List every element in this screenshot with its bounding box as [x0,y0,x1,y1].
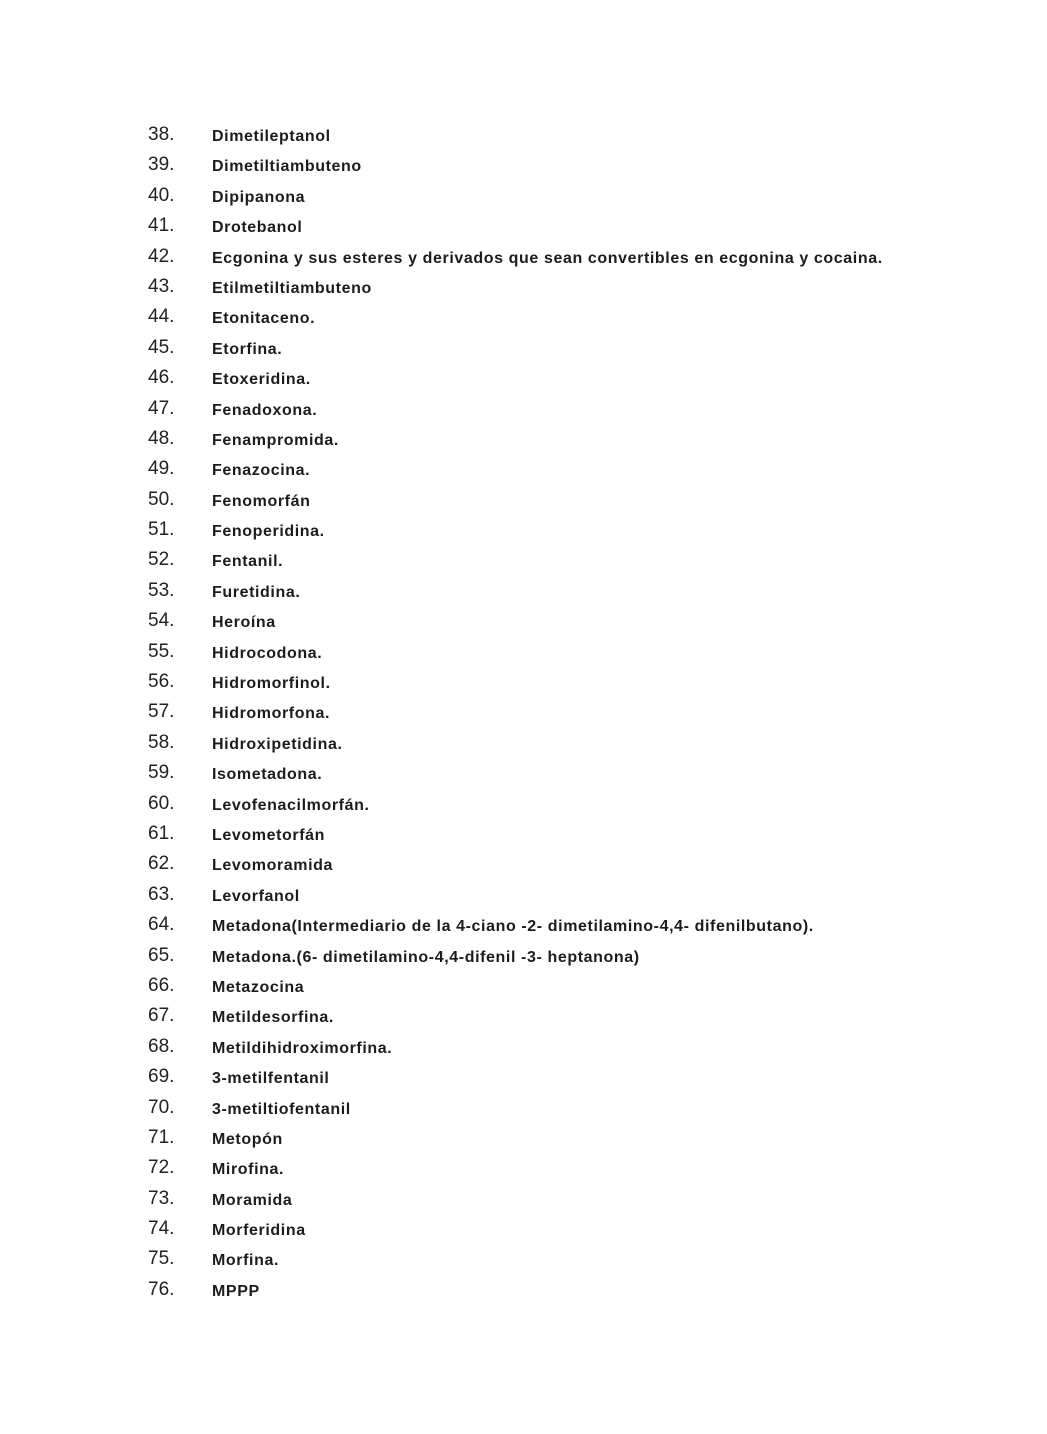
item-number: 41. [148,215,175,237]
item-number: 75. [148,1248,175,1270]
item-text: Fenazocina. [212,462,311,480]
list-item [148,823,908,853]
item-number: 54. [148,610,175,632]
item-text: Mirofina. [212,1161,285,1179]
item-number: 73. [148,1187,175,1209]
item-number: 43. [148,275,175,297]
list-item [148,853,908,883]
item-text: Hidrocodona. [212,644,323,662]
item-number: 52. [148,549,175,571]
item-text: Metopón [212,1130,283,1148]
item-number: 45. [148,336,175,358]
list-item [148,124,908,154]
item-number: 50. [148,488,175,510]
item-text: Metazocina [212,978,305,996]
item-text: Morferidina [212,1222,306,1240]
item-text: Fenoperidina. [212,523,325,541]
item-text: Morfina. [212,1252,280,1270]
list-item [148,580,908,610]
item-number: 42. [148,245,175,267]
item-text: Metadona.(6- dimetilamino-4,4-difenil -3- heptanona) [212,948,640,966]
item-number: 66. [148,974,175,996]
list-item [148,1248,908,1278]
list-item [148,914,908,944]
item-number: 71. [148,1126,175,1148]
item-text: Furetidina. [212,583,301,601]
list-item [148,519,908,549]
item-number: 60. [148,792,175,814]
item-text: 3-metilfentanil [212,1070,330,1088]
list-item [148,549,908,579]
item-number: 44. [148,306,175,328]
item-number: 46. [148,367,175,389]
item-number: 68. [148,1035,175,1057]
item-number: 57. [148,701,175,723]
item-number: 55. [148,640,175,662]
item-text: Metadona(Intermediario de la 4-ciano -2- dimetilamino-4,4- difenilbutano). [212,918,814,936]
item-text: Dipipanona [212,188,306,206]
item-text: Metildesorfina. [212,1009,334,1027]
item-number: 69. [148,1066,175,1088]
list-item [148,337,908,367]
list-item [148,367,908,397]
list-item [148,246,908,276]
item-number: 53. [148,579,175,601]
list-item [148,701,908,731]
item-text: Hidromorfinol. [212,675,331,693]
numbered-substance-list [148,124,908,1309]
item-text: Fentanil. [212,553,284,571]
list-item [148,398,908,428]
item-text: 3-metiltiofentanil [212,1100,351,1118]
item-text: Levorfanol [212,887,300,905]
item-text: Isometadona. [212,766,323,784]
item-text: Etoxeridina. [212,371,311,389]
item-text: Hidroxipetidina. [212,735,343,753]
item-number: 74. [148,1218,175,1240]
item-text: Levofenacilmorfán. [212,796,370,814]
list-item [148,185,908,215]
list-item [148,489,908,519]
item-text: Levomoramida [212,857,334,875]
list-item [148,1097,908,1127]
list-item [148,671,908,701]
list-item [148,1005,908,1035]
list-item [148,1218,908,1248]
item-text: Moramida [212,1191,293,1209]
list-item [148,793,908,823]
list-item [148,1188,908,1218]
list-item [148,641,908,671]
list-item [148,762,908,792]
item-number: 56. [148,671,175,693]
item-number: 63. [148,883,175,905]
list-item [148,945,908,975]
item-number: 62. [148,853,175,875]
list-item [148,1066,908,1096]
item-number: 58. [148,731,175,753]
item-text: Dimetiltiambuteno [212,158,362,176]
item-text: Etorfina. [212,340,283,358]
list-item [148,458,908,488]
list-item [148,1157,908,1187]
item-text: Etonitaceno. [212,310,316,328]
item-number: 59. [148,762,175,784]
list-item [148,610,908,640]
item-text: MPPP [212,1282,260,1300]
item-number: 51. [148,519,175,541]
item-number: 72. [148,1157,175,1179]
item-number: 76. [148,1278,175,1300]
list-item [148,975,908,1005]
list-item [148,1279,908,1309]
item-text: Etilmetiltiambuteno [212,279,372,297]
list-item [148,732,908,762]
item-number: 39. [148,154,175,176]
item-number: 48. [148,427,175,449]
item-text: Metildihidroximorfina. [212,1039,393,1057]
item-number: 40. [148,184,175,206]
item-text: Drotebanol [212,219,303,237]
list-item [148,428,908,458]
item-text: Dimetileptanol [212,128,331,145]
list-item [148,215,908,245]
item-number: 67. [148,1005,175,1027]
item-number: 65. [148,944,175,966]
item-number: 49. [148,458,175,480]
item-number: 47. [148,397,175,419]
item-text: Fenampromida. [212,431,339,449]
list-item [148,306,908,336]
item-text: Ecgonina y sus esteres y derivados que sean convertibles en ecgonina y cocaina. [212,249,883,267]
item-text: Hidromorfona. [212,705,331,723]
item-number: 70. [148,1096,175,1118]
list-item [148,884,908,914]
item-number: 38. [148,124,175,145]
list-item [148,1036,908,1066]
list-item [148,276,908,306]
list-item [148,1127,908,1157]
item-text: Levometorfán [212,826,325,844]
item-text: Fenadoxona. [212,401,318,419]
item-text: Heroína [212,614,276,632]
item-number: 64. [148,914,175,936]
item-text: Fenomorfán [212,492,311,510]
list-item [148,154,908,184]
item-number: 61. [148,822,175,844]
